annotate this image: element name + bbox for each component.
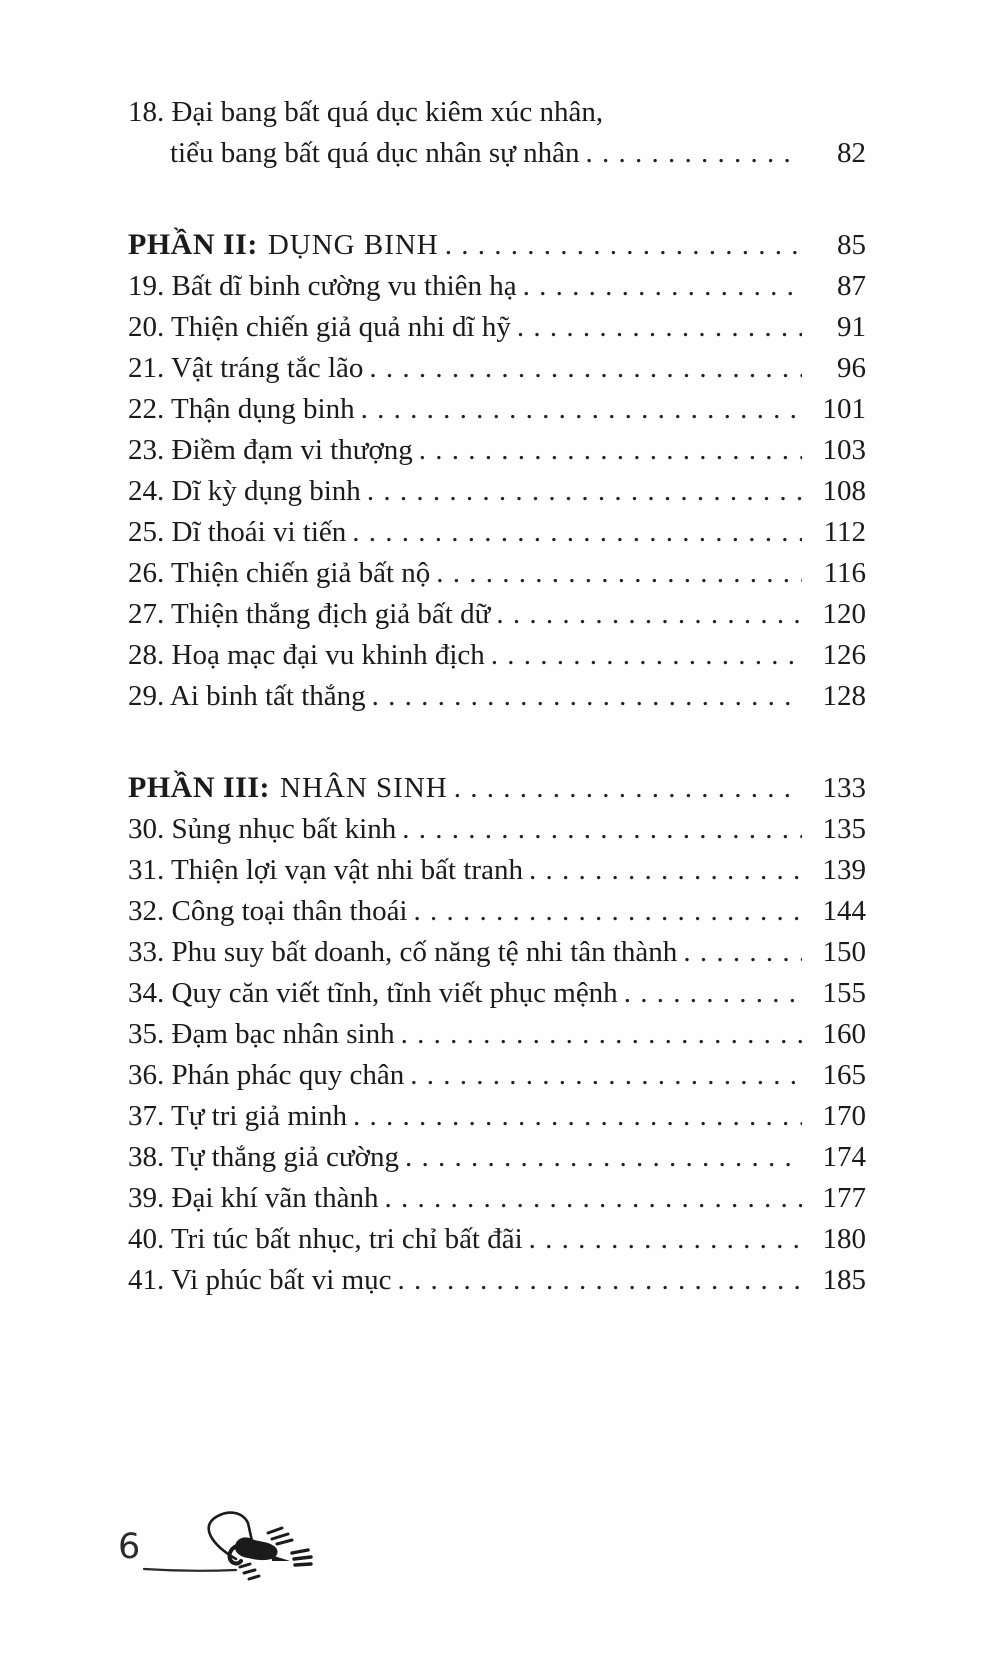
toc-entry-title: 41. Vi phúc bất vi mục bbox=[128, 1264, 392, 1296]
toc-section-row bbox=[128, 224, 866, 266]
dot-leader bbox=[414, 891, 803, 932]
toc-entry-row bbox=[128, 594, 866, 635]
dot-leader bbox=[445, 225, 802, 266]
dot-leader bbox=[353, 1096, 802, 1137]
toc-entry-title: 33. Phu suy bất doanh, cố năng tệ nhi tân thành bbox=[128, 936, 678, 968]
toc-entry-title: 23. Điềm đạm vi thượng bbox=[128, 434, 413, 466]
toc-entry-title: 34. Quy căn viết tĩnh, tĩnh viết phục mệnh bbox=[128, 977, 618, 1009]
dot-leader bbox=[517, 307, 802, 348]
toc-entry-row bbox=[128, 553, 866, 594]
toc-entry-title: 31. Thiện lợi vạn vật nhi bất tranh bbox=[128, 854, 523, 886]
toc-entry-title: 26. Thiện chiến giả bất nộ bbox=[128, 557, 431, 589]
toc-entry-row bbox=[128, 471, 866, 512]
toc-page-number: 160 bbox=[822, 1018, 866, 1050]
toc-entry-title: 21. Vật tráng tắc lão bbox=[128, 352, 364, 384]
toc-page-number: 126 bbox=[822, 639, 866, 671]
toc-page-number: 170 bbox=[822, 1100, 866, 1132]
toc-entry-row bbox=[128, 891, 866, 932]
toc-section-title: DỤNG BINH bbox=[267, 229, 439, 261]
dot-leader bbox=[496, 594, 802, 635]
dot-leader bbox=[405, 1137, 802, 1178]
dot-leader bbox=[529, 850, 802, 891]
toc-entry-row bbox=[128, 512, 866, 553]
dot-leader bbox=[384, 1178, 802, 1219]
toc-entry-title: 35. Đạm bạc nhân sinh bbox=[128, 1018, 395, 1050]
toc-entry-title: 18. Đại bang bất quá dục kiêm xúc nhân, bbox=[128, 96, 604, 128]
toc-page-number: 87 bbox=[837, 270, 866, 302]
toc-page-number: 85 bbox=[837, 229, 866, 261]
dot-leader bbox=[454, 768, 802, 809]
toc-entry-row bbox=[128, 389, 866, 430]
toc-entry-row-wrapped-line1 bbox=[128, 92, 866, 133]
toc-entry-row-wrapped-line2 bbox=[128, 133, 866, 174]
toc-page-number: 144 bbox=[822, 895, 866, 927]
toc-section-title: NHÂN SINH bbox=[280, 772, 448, 804]
toc-entry-row bbox=[128, 932, 866, 973]
toc-entry-title: 32. Công toại thân thoái bbox=[128, 895, 408, 927]
toc-page-number: 101 bbox=[822, 393, 866, 425]
toc-entry-row bbox=[128, 973, 866, 1014]
toc-page-number: 135 bbox=[822, 813, 866, 845]
toc-page-number: 139 bbox=[822, 854, 866, 886]
dot-leader bbox=[372, 676, 802, 717]
folio-page-number: 6 bbox=[118, 1527, 141, 1567]
dot-leader bbox=[369, 348, 802, 389]
dot-leader bbox=[529, 1219, 802, 1260]
toc-entry-row bbox=[128, 1178, 866, 1219]
dot-leader bbox=[410, 1055, 802, 1096]
toc-entry-title: 19. Bất dĩ binh cường vu thiên hạ bbox=[128, 270, 517, 302]
crane-decoration-icon bbox=[140, 1503, 330, 1593]
toc-entry-title: 24. Dĩ kỳ dụng binh bbox=[128, 475, 361, 507]
toc-entry-title: 37. Tự tri giả minh bbox=[128, 1100, 347, 1132]
toc-entry-row bbox=[128, 635, 866, 676]
toc-entry-title: 29. Ai binh tất thắng bbox=[128, 680, 366, 712]
toc-page-number: 108 bbox=[822, 475, 866, 507]
toc-page-number: 185 bbox=[822, 1264, 866, 1296]
toc-page-number: 91 bbox=[837, 311, 866, 343]
toc-page-number: 112 bbox=[823, 516, 866, 548]
toc-entry-title: 40. Tri túc bất nhục, tri chỉ bất đãi bbox=[128, 1223, 523, 1255]
toc-page-number: 174 bbox=[822, 1141, 866, 1173]
toc-entry-row bbox=[128, 850, 866, 891]
toc-page-number: 82 bbox=[837, 137, 866, 169]
toc-entry-title: 30. Sủng nhục bất kinh bbox=[128, 813, 397, 845]
toc-entry-row bbox=[128, 1055, 866, 1096]
toc-entry-title: 25. Dĩ thoái vi tiến bbox=[128, 516, 347, 548]
dot-leader bbox=[367, 471, 802, 512]
toc-page-number: 116 bbox=[823, 557, 866, 589]
toc-entry-row bbox=[128, 809, 866, 850]
dot-leader bbox=[624, 973, 802, 1014]
toc-page-number: 128 bbox=[822, 680, 866, 712]
dot-leader bbox=[401, 1014, 802, 1055]
toc-entry-title: 20. Thiện chiến giả quả nhi dĩ hỹ bbox=[128, 311, 511, 343]
dot-leader bbox=[523, 266, 802, 307]
toc-page-number: 177 bbox=[822, 1182, 866, 1214]
toc-entry-title: 27. Thiện thắng địch giả bất dữ bbox=[128, 598, 491, 630]
page-footer bbox=[116, 1503, 336, 1593]
toc-entry-row bbox=[128, 1096, 866, 1137]
toc-entry-row bbox=[128, 1260, 866, 1301]
dot-leader bbox=[491, 635, 802, 676]
dot-leader bbox=[436, 553, 802, 594]
dot-leader bbox=[419, 430, 802, 471]
toc-entry-row bbox=[128, 266, 866, 307]
toc-page-number: 96 bbox=[837, 352, 866, 384]
toc-page-number: 133 bbox=[822, 772, 866, 804]
dot-leader bbox=[361, 389, 802, 430]
toc-section-prefix: PHẦN II: bbox=[128, 228, 258, 261]
toc-entry-row bbox=[128, 1137, 866, 1178]
toc-page-number: 155 bbox=[822, 977, 866, 1009]
dot-leader bbox=[398, 1260, 802, 1301]
toc-entry-row bbox=[128, 1219, 866, 1260]
dot-leader bbox=[683, 932, 802, 973]
toc-section-prefix: PHẦN III: bbox=[128, 771, 271, 804]
toc-entry-row bbox=[128, 676, 866, 717]
toc-entry-title: 22. Thận dụng binh bbox=[128, 393, 355, 425]
dot-leader bbox=[586, 133, 802, 174]
table-of-contents bbox=[128, 92, 866, 1301]
toc-page-number: 103 bbox=[822, 434, 866, 466]
toc-entry-title-continuation: tiểu bang bất quá dục nhân sự nhân bbox=[170, 137, 580, 169]
toc-page-number: 180 bbox=[822, 1223, 866, 1255]
toc-entry-row bbox=[128, 1014, 866, 1055]
toc-page-number: 165 bbox=[822, 1059, 866, 1091]
toc-section-row bbox=[128, 767, 866, 809]
toc-page-number: 150 bbox=[822, 936, 866, 968]
toc-entry-row bbox=[128, 307, 866, 348]
toc-entry-title: 38. Tự thắng giả cường bbox=[128, 1141, 399, 1173]
toc-entry-row bbox=[128, 430, 866, 471]
toc-page-number: 120 bbox=[822, 598, 866, 630]
toc-entry-title: 39. Đại khí vãn thành bbox=[128, 1182, 379, 1214]
dot-leader bbox=[352, 512, 802, 553]
dot-leader bbox=[402, 809, 802, 850]
toc-entry-row bbox=[128, 348, 866, 389]
toc-entry-title: 36. Phán phác quy chân bbox=[128, 1059, 405, 1091]
toc-entry-title: 28. Hoạ mạc đại vu khinh địch bbox=[128, 639, 485, 671]
